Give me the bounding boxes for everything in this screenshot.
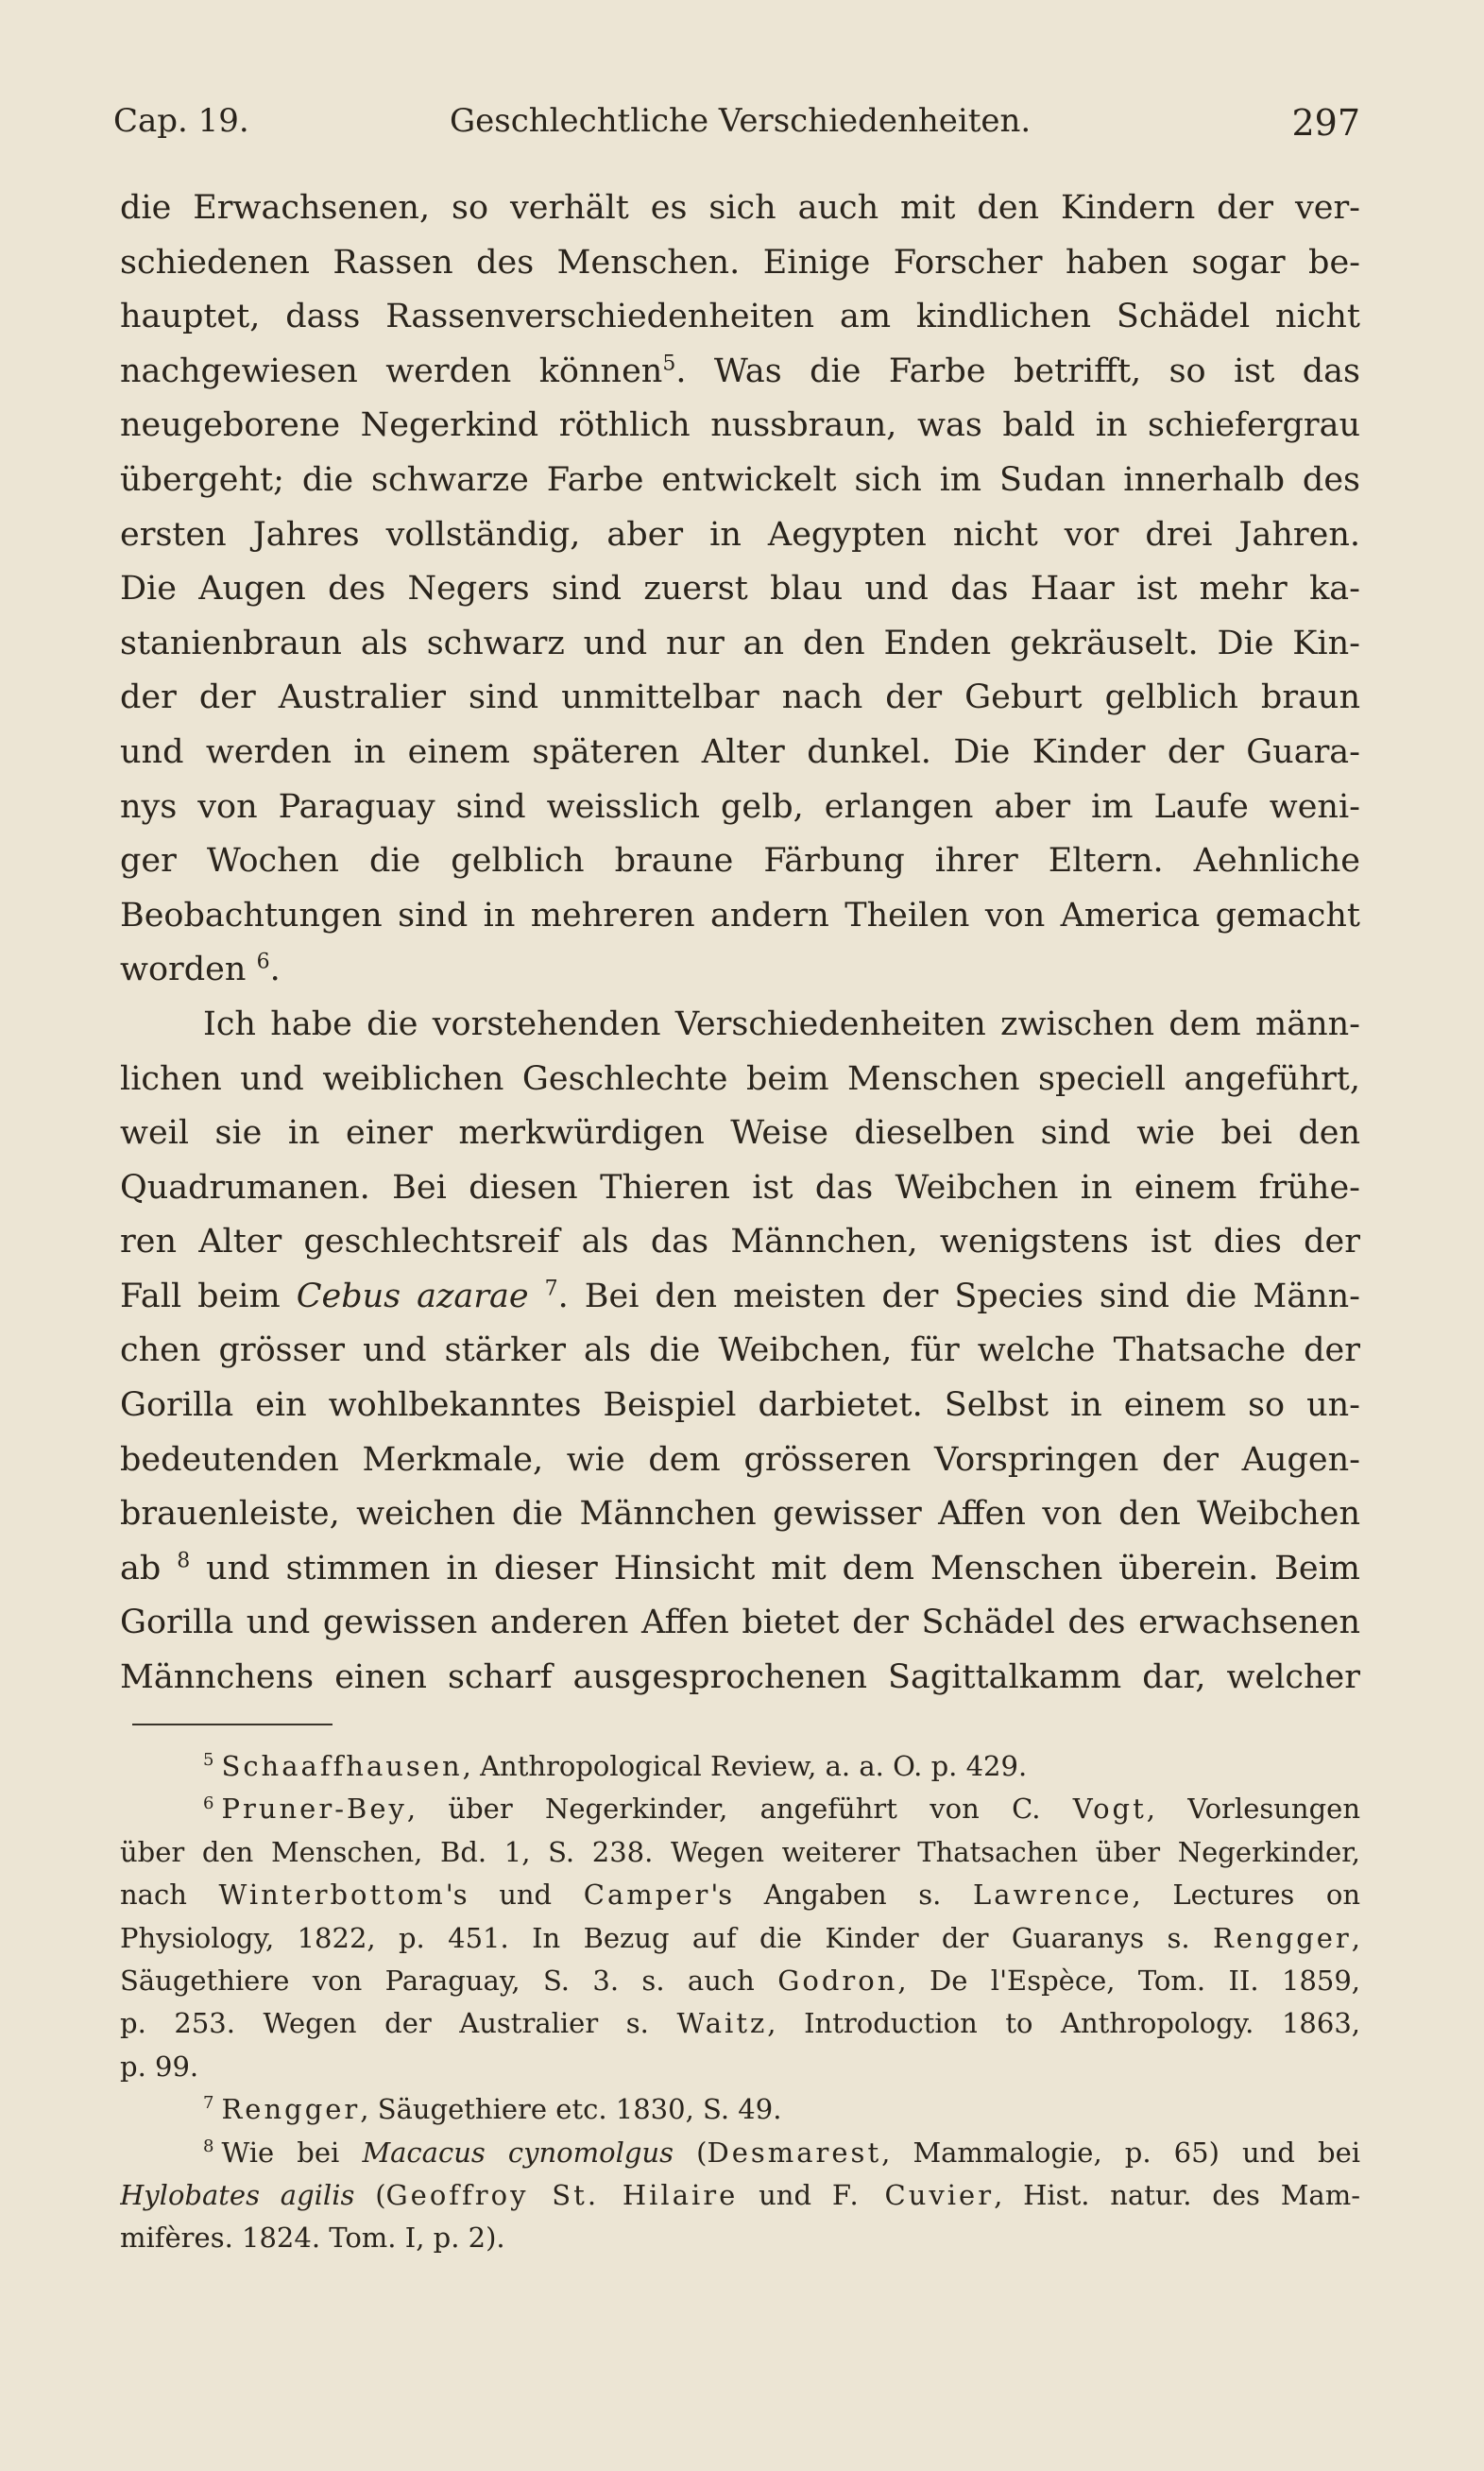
footnote-line: mifères. 1824. Tom. I, p. 2).: [120, 2222, 505, 2255]
text-line: Beobachtungen sind in mehreren andern Theilen von America gemacht: [120, 896, 1360, 935]
text-line: Quadrumanen. Bei diesen Thieren ist das Weibchen in einem frühe-: [120, 1168, 1360, 1207]
footnote-7: $^7$ Rengger, Säugethiere etc. 1830, S. 49.: [203, 2093, 782, 2126]
text-line: Die Augen des Negers sind zuerst blau und das Haar ist mehr ka-: [120, 570, 1360, 609]
text-line: ersten Jahres vollständig, aber in Aegypten nicht vor drei Jahren.: [120, 515, 1360, 554]
text-line: ger Wochen die gelblich braune Färbung ihrer Eltern. Aehnliche: [120, 842, 1360, 881]
footnote-6: $^6$ Pruner-Bey, über Negerkinder, angeführt von C. Vogt, Vorlesungen: [203, 1793, 1360, 1826]
text-line: worden $^6$.: [120, 950, 281, 989]
footnote-ref-5[interactable]: 5: [662, 352, 676, 376]
text-line: nachgewiesen werden können$^5$. Was die Farbe betrifft, so ist das: [120, 352, 1360, 390]
species-name: Cebus azarae: [296, 1277, 529, 1315]
running-header: [113, 94, 1360, 151]
text-line: neugeborene Negerkind röthlich nussbraun, was bald in schiefergrau: [120, 406, 1360, 445]
text-line: schiedenen Rassen des Menschen. Einige Forscher haben sogar be-: [120, 243, 1360, 282]
footnote-ref-6[interactable]: 6: [256, 950, 270, 974]
page-number: 297: [1291, 102, 1360, 144]
chapter-label: Cap. 19.: [113, 102, 249, 140]
text-line: ren Alter geschlechtsreif als das Männchen, wenigstens ist dies der: [120, 1223, 1360, 1261]
main-text: [120, 181, 1360, 1706]
footnote-8: $^8$ Wie bei Macacus cynomolgus (Desmarest, Mammalogie, p. 65) und bei: [203, 2136, 1360, 2169]
text-line: bedeutenden Merkmale, wie dem grösseren Vorspringen der Augen-: [120, 1440, 1360, 1479]
text-line: und werden in einem späteren Alter dunkel. Die Kinder der Guara-: [120, 732, 1360, 771]
footnote-divider: [132, 1724, 333, 1725]
text-line: hauptet, dass Rassenverschiedenheiten am kindlichen Schädel nicht: [120, 298, 1360, 336]
text-line: nys von Paraguay sind weisslich gelb, erlangen aber im Laufe weni-: [120, 787, 1360, 826]
footnote-5: $^5$ Schaaffhausen, Anthropological Review, a. a. O. p. 429.: [203, 1750, 1028, 1782]
text-line: lichen und weiblichen Geschlechte beim Menschen speciell angeführt,: [120, 1059, 1360, 1098]
text-line: die Erwachsenen, so verhält es sich auch mit den Kindern der ver-: [120, 189, 1360, 227]
footnote-line: p. 99.: [120, 2050, 199, 2083]
footnote-ref-7[interactable]: 7: [544, 1277, 558, 1301]
footnote-line: Physiology, 1822, p. 451. In Bezug auf die Kinder der Guaranys s. Rengger,: [120, 1921, 1360, 1954]
footnote-line: über den Menschen, Bd. 1, S. 238. Wegen weiterer Thatsachen über Negerkinder,: [120, 1835, 1360, 1868]
text-line: Gorilla und gewissen anderen Affen bietet der Schädel des erwachsenen: [120, 1604, 1360, 1642]
footnote-line: nach Winterbottom's und Camper's Angaben s. Lawrence, Lectures on: [120, 1879, 1360, 1912]
footnote-ref-8[interactable]: 8: [177, 1549, 191, 1573]
text-line: der der Australier sind unmittelbar nach der Geburt gelblich braun: [120, 678, 1360, 717]
text-line: übergeht; die schwarze Farbe entwickelt sich im Sudan innerhalb des: [120, 460, 1360, 499]
paragraph-start: Ich habe die vorstehenden Verschiedenheiten zwischen dem männ-: [203, 1004, 1360, 1043]
footnote-line: Hylobates agilis (Geoffroy St. Hilaire und F. Cuvier, Hist. natur. des Mam-: [120, 2178, 1360, 2211]
text-line: stanienbraun als schwarz und nur an den Enden gekräuselt. Die Kin-: [120, 624, 1360, 662]
running-title: Geschlechtliche Verschiedenheiten.: [450, 102, 1032, 140]
text-line: chen grösser und stärker als die Weibchen, für welche Thatsache der: [120, 1331, 1360, 1370]
text-line: Fall beim Cebus azarae $^7$. Bei den meisten der Species sind die Männ-: [120, 1277, 1360, 1315]
footnote-line: Säugethiere von Paraguay, S. 3. s. auch Godron, De l'Espèce, Tom. II. 1859,: [120, 1964, 1360, 1997]
text-line: brauenleiste, weichen die Männchen gewisser Affen von den Weibchen: [120, 1495, 1360, 1534]
text-line: weil sie in einer merkwürdigen Weise dieselben sind wie bei den: [120, 1114, 1360, 1153]
text-line: Gorilla ein wohlbekanntes Beispiel darbietet. Selbst in einem so un-: [120, 1386, 1360, 1425]
text-line: Männchens einen scharf ausgesprochenen Sagittalkamm dar, welcher: [120, 1658, 1360, 1697]
footnote-line: p. 253. Wegen der Australier s. Waitz, Introduction to Anthropology. 1863,: [120, 2007, 1360, 2040]
footnotes: [120, 1745, 1360, 2260]
text-line: ab $^8$ und stimmen in dieser Hinsicht mit dem Menschen überein. Beim: [120, 1549, 1360, 1587]
